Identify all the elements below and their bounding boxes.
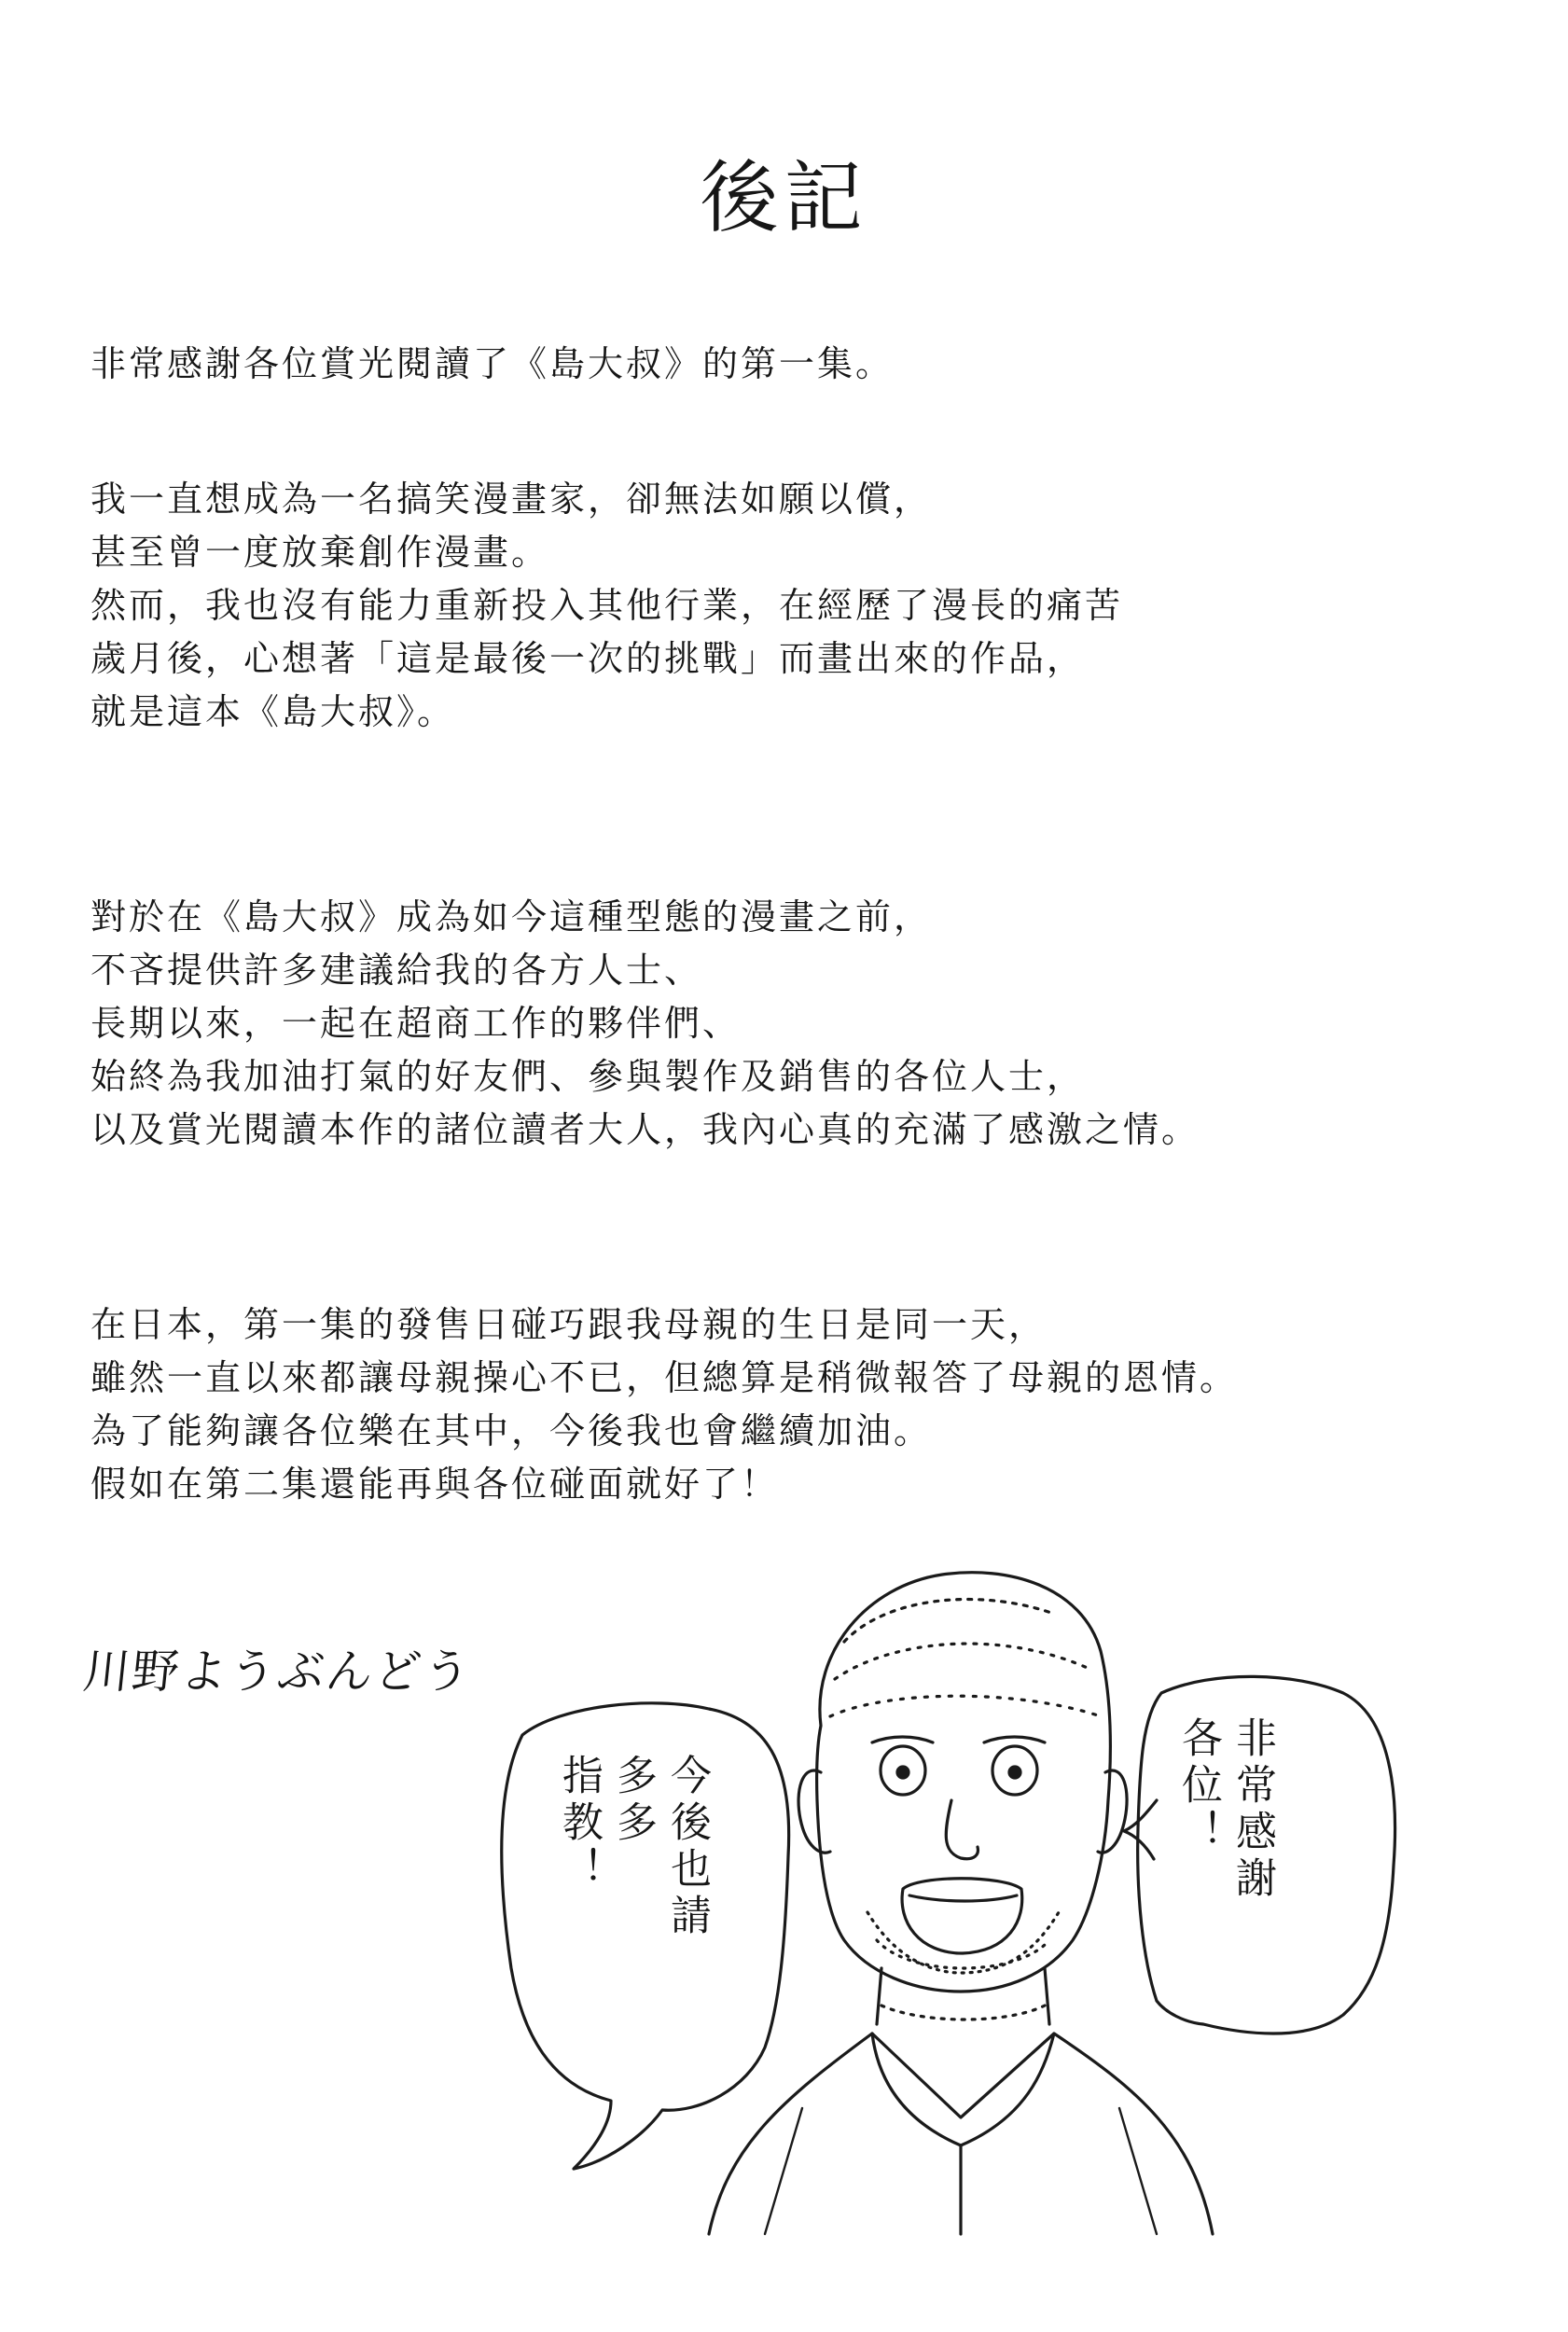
text-line: 對於在《島大叔》成為如今這種型態的漫畫之前， (90, 896, 933, 937)
text-line: 雖然一直以來都讓母親操心不已，但總算是稍微報答了母親的恩情。 (90, 1357, 1239, 1398)
bubble-line: 非常感謝 (1228, 1716, 1276, 1903)
text-line: 在日本，第一集的發售日碰巧跟我母親的生日是同一天， (90, 1304, 1048, 1345)
text-line: 以及賞光閱讀本作的諸位讀者大人，我內心真的充滿了感激之情。 (90, 1109, 1200, 1150)
text-line: 就是這本《島大叔》。 (90, 691, 456, 732)
text-line: 長期以來，一起在超商工作的夥伴們、 (90, 1003, 742, 1044)
text-line: 非常感謝各位賞光閱讀了《島大叔》的第一集。 (90, 343, 895, 384)
open-mouth (902, 1879, 1022, 1953)
text-line: 然而，我也沒有能力重新投入其他行業，在經歷了漫長的痛苦 (90, 585, 1124, 626)
text-line: 假如在第二集還能再與各位碰面就好了！ (90, 1464, 780, 1505)
author-signature: 川野ようぶんどう (80, 1645, 475, 1699)
bubble-line: 指教！ (555, 1754, 603, 1894)
bubble-line: 今後也請 (663, 1754, 711, 1940)
text-line: 甚至曾一度放棄創作漫畫。 (90, 532, 550, 573)
text-line: 歲月後，心想著「這是最後一次的挑戰」而畫出來的作品， (90, 638, 1086, 679)
page-title: 後記 (700, 152, 868, 243)
text-line: 不吝提供許多建議給我的各方人士、 (90, 950, 703, 991)
speech-bubble-right-text (1174, 1716, 1276, 1903)
bubble-line: 多多 (609, 1754, 657, 1847)
text-line: 為了能夠讓各位樂在其中，今後我也會繼續加油。 (90, 1410, 933, 1451)
text-line: 我一直想成為一名搞笑漫畫家，卻無法如願以償， (90, 479, 933, 520)
head-outline (817, 1573, 1111, 1992)
speech-bubble-left-text (555, 1754, 711, 1940)
bubble-line: 各位！ (1174, 1716, 1222, 1856)
text-line: 始終為我加油打氣的好友們、參與製作及銷售的各位人士， (90, 1056, 1086, 1097)
